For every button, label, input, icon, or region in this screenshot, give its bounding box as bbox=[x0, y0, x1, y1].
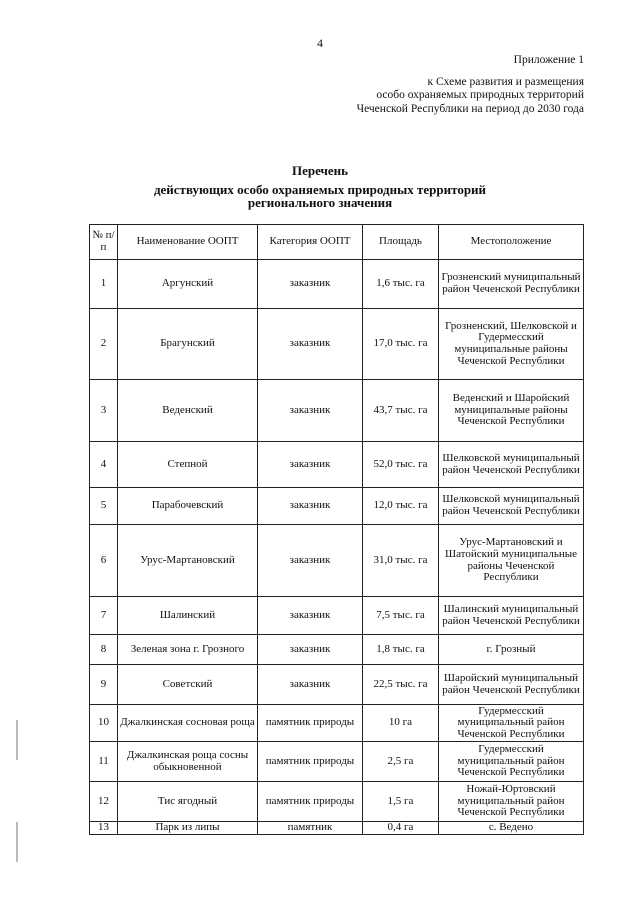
table-row bbox=[90, 705, 584, 742]
area-location: Шелковской муниципальный район Чеченской Республики bbox=[439, 488, 584, 525]
page-number: 4 bbox=[317, 36, 323, 50]
area-name: Парк из липы bbox=[118, 822, 258, 835]
area-size: 0,4 га bbox=[363, 822, 439, 835]
appendix-title: Приложение 1 bbox=[513, 54, 584, 66]
area-name: Урус-Мартановский bbox=[118, 525, 258, 597]
header-name: Наименование ООПТ bbox=[118, 225, 258, 260]
area-location: Ножай-Юртовский муниципальный район Чеченской Республики bbox=[439, 782, 584, 822]
area-name: Советский bbox=[118, 665, 258, 705]
area-category: заказник bbox=[258, 442, 363, 488]
row-number: 9 bbox=[90, 665, 118, 705]
area-name: Веденский bbox=[118, 380, 258, 442]
area-category: заказник bbox=[258, 309, 363, 380]
table-row bbox=[90, 525, 584, 597]
table-row bbox=[90, 309, 584, 380]
area-name: Степной bbox=[118, 442, 258, 488]
row-number: 11 bbox=[90, 742, 118, 782]
table-row bbox=[90, 782, 584, 822]
area-size: 17,0 тыс. га bbox=[363, 309, 439, 380]
area-location: Шалинский муниципальный район Чеченской Республики bbox=[439, 597, 584, 635]
area-category: заказник bbox=[258, 260, 363, 309]
table-row bbox=[90, 665, 584, 705]
area-size: 1,5 га bbox=[363, 782, 439, 822]
area-name: Джалкинская роща сосны обыкновенной bbox=[118, 742, 258, 782]
area-category: памятник bbox=[258, 822, 363, 835]
table-row bbox=[90, 742, 584, 782]
area-category: заказник bbox=[258, 380, 363, 442]
row-number: 12 bbox=[90, 782, 118, 822]
header-number: № п/п bbox=[90, 225, 118, 260]
area-category: памятник природы bbox=[258, 782, 363, 822]
row-number: 3 bbox=[90, 380, 118, 442]
area-name: Джалкинская сосновая роща bbox=[118, 705, 258, 742]
table-row bbox=[90, 488, 584, 525]
area-name: Зеленая зона г. Грозного bbox=[118, 635, 258, 665]
protected-areas-table bbox=[89, 224, 584, 835]
list-subtitle: действующих особо охраняемых природных территорий bbox=[153, 182, 487, 197]
area-location: Грозненский муниципальный район Чеченской Республики bbox=[439, 260, 584, 309]
table-row bbox=[90, 635, 584, 665]
header-category: Категория ООПТ bbox=[258, 225, 363, 260]
appendix-line: к Схеме развития и размещения bbox=[427, 75, 584, 88]
area-category: памятник природы bbox=[258, 705, 363, 742]
area-location: Урус-Мартановский и Шатойский муниципальные районы Чеченской Республики bbox=[439, 525, 584, 597]
row-number: 13 bbox=[90, 822, 118, 835]
area-location: Гудермесский муниципальный район Чеченской Республики bbox=[439, 742, 584, 782]
area-name: Брагунский bbox=[118, 309, 258, 380]
area-name: Тис ягодный bbox=[118, 782, 258, 822]
list-title: Перечень bbox=[291, 163, 349, 178]
area-size: 1,8 тыс. га bbox=[363, 635, 439, 665]
row-number: 5 bbox=[90, 488, 118, 525]
area-location: Шелковской муниципальный район Чеченской Республики bbox=[439, 442, 584, 488]
list-subtitle: регионального значения bbox=[247, 195, 393, 210]
area-category: заказник bbox=[258, 665, 363, 705]
area-category: памятник природы bbox=[258, 742, 363, 782]
table-row bbox=[90, 442, 584, 488]
area-category: заказник bbox=[258, 525, 363, 597]
area-size: 7,5 тыс. га bbox=[363, 597, 439, 635]
area-size: 31,0 тыс. га bbox=[363, 525, 439, 597]
row-number: 6 bbox=[90, 525, 118, 597]
table-row bbox=[90, 822, 584, 835]
row-number: 1 bbox=[90, 260, 118, 309]
margin-mark bbox=[16, 720, 18, 760]
row-number: 4 bbox=[90, 442, 118, 488]
area-name: Парабочевский bbox=[118, 488, 258, 525]
area-category: заказник bbox=[258, 488, 363, 525]
area-size: 2,5 га bbox=[363, 742, 439, 782]
area-size: 43,7 тыс. га bbox=[363, 380, 439, 442]
area-location: с. Ведено bbox=[439, 822, 584, 835]
margin-mark bbox=[16, 822, 18, 862]
area-category: заказник bbox=[258, 635, 363, 665]
table-row bbox=[90, 260, 584, 309]
table-header-row bbox=[90, 225, 584, 260]
appendix-line: особо охраняемых природных территорий bbox=[376, 89, 584, 101]
area-location: г. Грозный bbox=[439, 635, 584, 665]
header-area: Площадь bbox=[363, 225, 439, 260]
table-row bbox=[90, 597, 584, 635]
area-size: 22,5 тыс. га bbox=[363, 665, 439, 705]
row-number: 7 bbox=[90, 597, 118, 635]
table-row bbox=[90, 380, 584, 442]
appendix-header bbox=[264, 54, 584, 116]
area-location: Шаройский муниципальный район Чеченской Республики bbox=[439, 665, 584, 705]
area-category: заказник bbox=[258, 597, 363, 635]
area-location: Веденский и Шаройский муниципальные районы Чеченской Республики bbox=[439, 380, 584, 442]
row-number: 10 bbox=[90, 705, 118, 742]
header-location: Местоположение bbox=[439, 225, 584, 260]
area-size: 10 га bbox=[363, 705, 439, 742]
area-size: 1,6 тыс. га bbox=[363, 260, 439, 309]
area-size: 52,0 тыс. га bbox=[363, 442, 439, 488]
appendix-line: Чеченской Республики на период до 2030 года bbox=[356, 102, 584, 115]
area-name: Аргунский bbox=[118, 260, 258, 309]
area-size: 12,0 тыс. га bbox=[363, 488, 439, 525]
area-location: Гудермесский муниципальный район Чеченской Республики bbox=[439, 705, 584, 742]
area-name: Шалинский bbox=[118, 597, 258, 635]
row-number: 8 bbox=[90, 635, 118, 665]
area-location: Грозненский, Шелковской и Гудермесский муниципальные районы Чеченской Республики bbox=[439, 309, 584, 380]
row-number: 2 bbox=[90, 309, 118, 380]
